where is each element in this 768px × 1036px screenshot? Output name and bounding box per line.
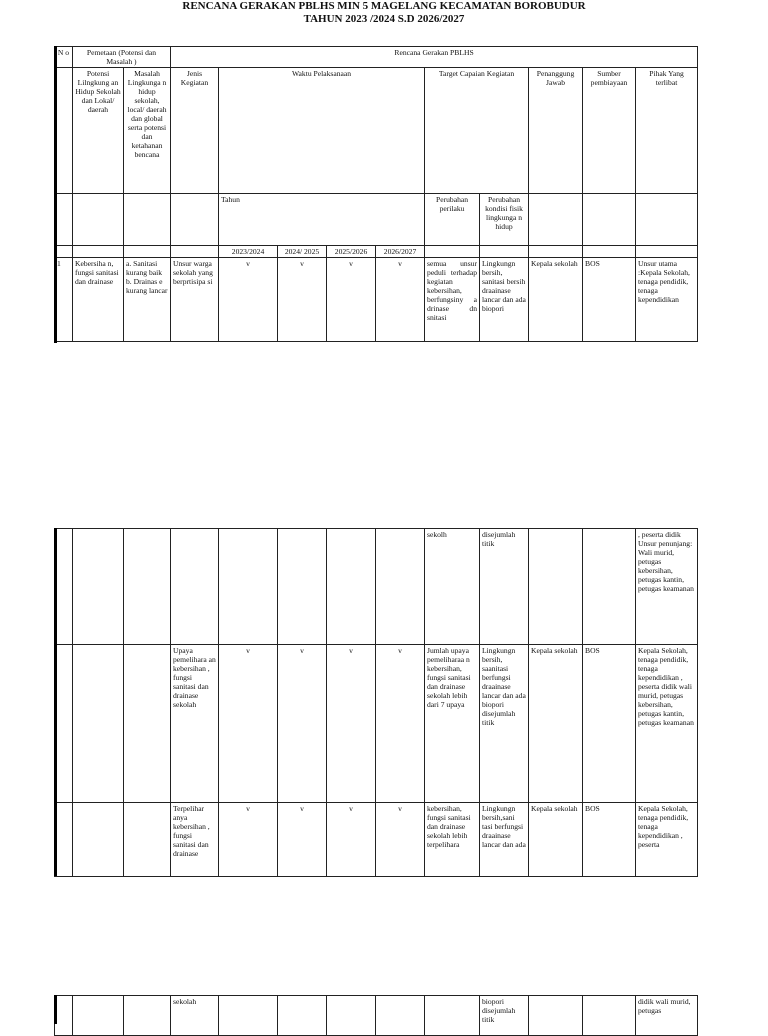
table-row bbox=[55, 803, 698, 877]
row3-jenis: Terpelihar anya kebersihan , fungsi sanitasi dan drainase bbox=[171, 803, 219, 877]
table-row bbox=[55, 996, 698, 1036]
plan-table-main bbox=[54, 46, 698, 342]
row2-mark-1: v bbox=[219, 645, 278, 803]
row1-mark-4: v bbox=[376, 258, 425, 342]
table-row bbox=[55, 645, 698, 803]
table-edge bbox=[54, 528, 57, 876]
cont1-kondisi: disejumlah titik bbox=[480, 529, 529, 645]
row2-mark-4: v bbox=[376, 645, 425, 803]
plan-table-continued-2 bbox=[54, 995, 698, 1036]
year-col-4: 2026/2027 bbox=[376, 246, 425, 258]
row1-mark-1: v bbox=[219, 258, 278, 342]
cont2-jenis: sekolah bbox=[171, 996, 219, 1036]
row3-pihak: Kepala Sekolah, tenaga pendidik, tenaga kependidikan , peserta bbox=[636, 803, 698, 877]
row1-penanggung: Kepala sekolah bbox=[529, 258, 583, 342]
cont1-perilaku: sekolh bbox=[425, 529, 480, 645]
header-pihak: Pihak Yang terlibat bbox=[636, 68, 698, 194]
row3-mark-4: v bbox=[376, 803, 425, 877]
row1-kondisi: Lingkungn bersih, sanitasi bersih draainase lancar dan ada biopori bbox=[480, 258, 529, 342]
header-waktu: Waktu Pelaksanaan bbox=[219, 68, 425, 194]
row1-potensi: Kebersiha n, fungsi sanitasi dan drainase bbox=[73, 258, 124, 342]
row2-kondisi: Lingkungn bersih, saanitasi berfungsi draainase lancar dan ada biopori disejumlah titik bbox=[480, 645, 529, 803]
row3-mark-3: v bbox=[327, 803, 376, 877]
row2-pihak: Kepala Sekolah, tenaga pendidik, tenaga kependidikan , peserta didik wali murid, petugas kebersihan, petugas kantin, petugas keamanan bbox=[636, 645, 698, 803]
header-no: N o bbox=[55, 47, 73, 68]
header-perubahan-kondisi: Perubahan kondisi fisik lingkunga n hidup bbox=[480, 194, 529, 246]
row3-sumber: BOS bbox=[583, 803, 636, 877]
table-edge bbox=[54, 995, 57, 1024]
year-col-1: 2023/2024 bbox=[219, 246, 278, 258]
header-target: Target Capaian Kegiatan bbox=[425, 68, 529, 194]
header-masalah: Masalah Lingkunga n hidup sekolah, local/ daerah dan global serta potensi dan ketahanan bencana bbox=[124, 68, 171, 194]
row3-mark-2: v bbox=[278, 803, 327, 877]
row1-sumber: BOS bbox=[583, 258, 636, 342]
row1-masalah: a. Sanitasi kurang baik b. Drainas e kurang lancar bbox=[124, 258, 171, 342]
year-col-3: 2025/2026 bbox=[327, 246, 376, 258]
row2-sumber: BOS bbox=[583, 645, 636, 803]
row1-pihak: Unsur utama :Kepala Sekolah, tenaga pendidik, tenaga kependidikan bbox=[636, 258, 698, 342]
row3-penanggung: Kepala sekolah bbox=[529, 803, 583, 877]
row1-mark-3: v bbox=[327, 258, 376, 342]
header-potensi: Potensi Lilngkung an Hidup Sekolah dan Lokal/ daerah bbox=[73, 68, 124, 194]
row3-kondisi: Lingkungn bersih,sani tasi berfungsi draainase lancar dan ada bbox=[480, 803, 529, 877]
year-col-2: 2024/ 2025 bbox=[278, 246, 327, 258]
row1-no: 1 bbox=[55, 258, 73, 342]
row1-jenis: Unsur warga sekolah yang berprtisipa si bbox=[171, 258, 219, 342]
header-pemetaan: Pemetaan (Potensi dan Masalah ) bbox=[73, 47, 171, 68]
cont2-pihak: didik wali murid, petugas bbox=[636, 996, 698, 1036]
row2-perilaku: Jumlah upaya pemeliharaa n kebersihan, fungsi sanitasi dan drainase sekolah lebih dari 7 upaya bbox=[425, 645, 480, 803]
header-tahun: Tahun bbox=[219, 194, 425, 246]
table-edge bbox=[54, 46, 57, 343]
row1-perilaku: semua unsur peduli terhadap kegiatan kebersihan, berfungsiny a drinase dn snitasi bbox=[425, 258, 480, 342]
header-sumber: Sumber pembiayaan bbox=[583, 68, 636, 194]
cont2-kondisi: biopori disejumlah titik bbox=[480, 996, 529, 1036]
row3-perilaku: kebersihan, fungsi sanitasi dan drainase sekolah lebih terpelihara bbox=[425, 803, 480, 877]
header-jenis: Jenis Kegiatan bbox=[171, 68, 219, 194]
row2-penanggung: Kepala sekolah bbox=[529, 645, 583, 803]
document-title: RENCANA GERAKAN PBLHS MIN 5 MAGELANG KECAMATAN BOROBUDUR bbox=[182, 0, 586, 12]
row2-jenis: Upaya pemelihara an kebersihan , fungsi sanitasi dan drainase sekolah bbox=[171, 645, 219, 803]
cont1-pihak: , peserta didik Unsur penunjang: Wali murid, petugas kebersihan, petugas kantin, petugas keamanan bbox=[636, 529, 698, 645]
header-penanggung: Penanggung Jawab bbox=[529, 68, 583, 194]
table-row bbox=[55, 258, 698, 342]
header-rencana: Rencana Gerakan PBLHS bbox=[171, 47, 698, 68]
plan-table-continued bbox=[54, 528, 698, 877]
row2-mark-2: v bbox=[278, 645, 327, 803]
document-subtitle: TAHUN 2023 /2024 S.D 2026/2027 bbox=[303, 13, 465, 25]
header-perubahan-perilaku: Perubahan perilaku bbox=[425, 194, 480, 246]
row2-mark-3: v bbox=[327, 645, 376, 803]
table-row bbox=[55, 529, 698, 645]
row3-mark-1: v bbox=[219, 803, 278, 877]
row1-mark-2: v bbox=[278, 258, 327, 342]
